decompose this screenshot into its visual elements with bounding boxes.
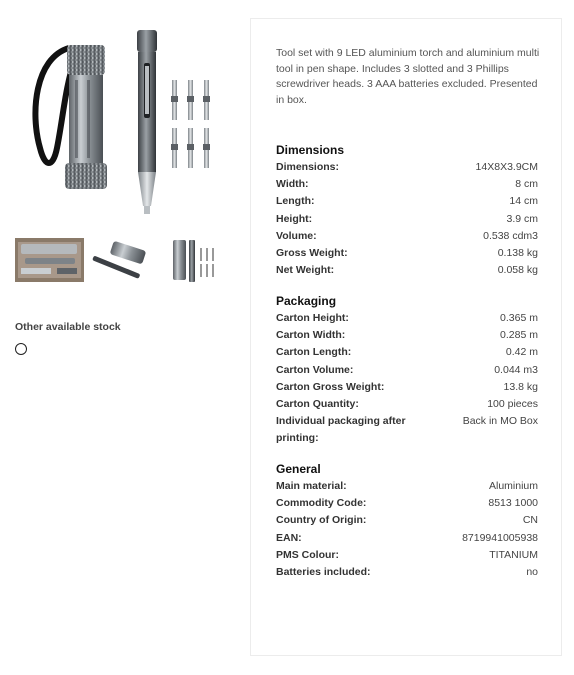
general-heading: General bbox=[276, 462, 321, 476]
general-section bbox=[276, 461, 538, 581]
spec-value: 0.058 kg bbox=[497, 264, 538, 277]
spec-label: EAN: bbox=[276, 531, 302, 544]
spec-row bbox=[276, 310, 538, 327]
spec-row bbox=[276, 228, 538, 245]
spec-label: Carton Length: bbox=[276, 346, 352, 359]
spec-label: Length: bbox=[276, 195, 315, 208]
dimensions-rows bbox=[276, 159, 538, 279]
spec-row bbox=[276, 564, 538, 581]
product-details-panel bbox=[250, 18, 562, 656]
spec-row bbox=[276, 512, 538, 529]
spec-value: TITANIUM bbox=[489, 548, 538, 561]
spec-value: 0.538 cdm3 bbox=[483, 229, 538, 242]
general-rows bbox=[276, 478, 538, 581]
spec-value: 100 pieces bbox=[487, 398, 538, 411]
spec-value: 13.8 kg bbox=[503, 380, 538, 393]
spec-row bbox=[276, 262, 538, 279]
spec-row bbox=[276, 211, 538, 228]
dimensions-section bbox=[276, 142, 538, 279]
spec-value: 8 cm bbox=[515, 178, 538, 191]
dimensions-heading: Dimensions bbox=[276, 143, 345, 157]
spec-label: Width: bbox=[276, 178, 309, 191]
spec-value: 14X8X3.9CM bbox=[475, 161, 538, 173]
spec-row bbox=[276, 478, 538, 495]
spec-row bbox=[276, 176, 538, 193]
packaging-heading: Packaging bbox=[276, 294, 337, 308]
spec-value: CN bbox=[522, 514, 538, 527]
spec-label: Individual packaging after printing: bbox=[276, 415, 406, 445]
spec-label: Carton Quantity: bbox=[276, 398, 359, 411]
spec-label: Carton Gross Weight: bbox=[276, 380, 385, 393]
spec-value: 8719941005938 bbox=[462, 531, 538, 544]
spec-value: 0.365 m bbox=[500, 312, 538, 324]
spec-value: no bbox=[526, 566, 538, 579]
spec-row bbox=[276, 245, 538, 262]
spec-row bbox=[276, 193, 538, 210]
thumbnail-strip bbox=[15, 238, 228, 282]
spec-label: Main material: bbox=[276, 480, 347, 492]
thumbnail-3[interactable] bbox=[159, 238, 228, 282]
spec-row bbox=[276, 413, 538, 447]
spec-value: 0.044 m3 bbox=[494, 363, 538, 376]
spec-row bbox=[276, 159, 538, 176]
main-product-image[interactable] bbox=[15, 18, 245, 223]
spec-value: 0.138 kg bbox=[497, 247, 538, 260]
spec-label: Net Weight: bbox=[276, 264, 335, 277]
spec-label: Commodity Code: bbox=[276, 497, 367, 510]
spec-label: Batteries included: bbox=[276, 566, 371, 579]
spec-label: Volume: bbox=[276, 229, 317, 242]
spec-value: Aluminium bbox=[488, 480, 538, 492]
spec-row bbox=[276, 547, 538, 564]
spec-label: Country of Origin: bbox=[276, 514, 367, 527]
spec-label: Gross Weight: bbox=[276, 247, 348, 260]
other-stock-label: Other available stock bbox=[15, 321, 121, 333]
spec-label: PMS Colour: bbox=[276, 548, 339, 561]
spec-value: 14 cm bbox=[509, 195, 538, 208]
stock-option-radio[interactable] bbox=[15, 343, 27, 355]
spec-value: Back in MO Box bbox=[462, 415, 538, 428]
spec-row bbox=[276, 495, 538, 512]
spec-row bbox=[276, 327, 538, 344]
spec-value: 3.9 cm bbox=[506, 212, 538, 225]
spec-value: 0.285 m bbox=[500, 329, 538, 342]
spec-label: Dimensions: bbox=[276, 161, 340, 173]
spec-value: 0.42 m bbox=[505, 346, 538, 359]
spec-row bbox=[276, 379, 538, 396]
spec-row bbox=[276, 362, 538, 379]
thumbnail-2[interactable] bbox=[87, 238, 156, 282]
spec-label: Carton Volume: bbox=[276, 363, 354, 376]
product-description: Tool set with 9 LED aluminium torch and aluminium multi tool in pen shape. Includes 3 slotted and 3 Phillips screwdriver heads. 3 AAA batteries excluded. Presented in box. bbox=[276, 47, 540, 106]
packaging-rows bbox=[276, 310, 538, 448]
spec-row bbox=[276, 344, 538, 361]
spec-label: Carton Width: bbox=[276, 329, 346, 342]
spec-label: Carton Height: bbox=[276, 312, 349, 324]
thumbnail-1[interactable] bbox=[15, 238, 84, 282]
spec-value: 8513 1000 bbox=[488, 497, 538, 510]
spec-row bbox=[276, 530, 538, 547]
packaging-section bbox=[276, 293, 538, 448]
spec-label: Height: bbox=[276, 212, 313, 225]
spec-row bbox=[276, 396, 538, 413]
